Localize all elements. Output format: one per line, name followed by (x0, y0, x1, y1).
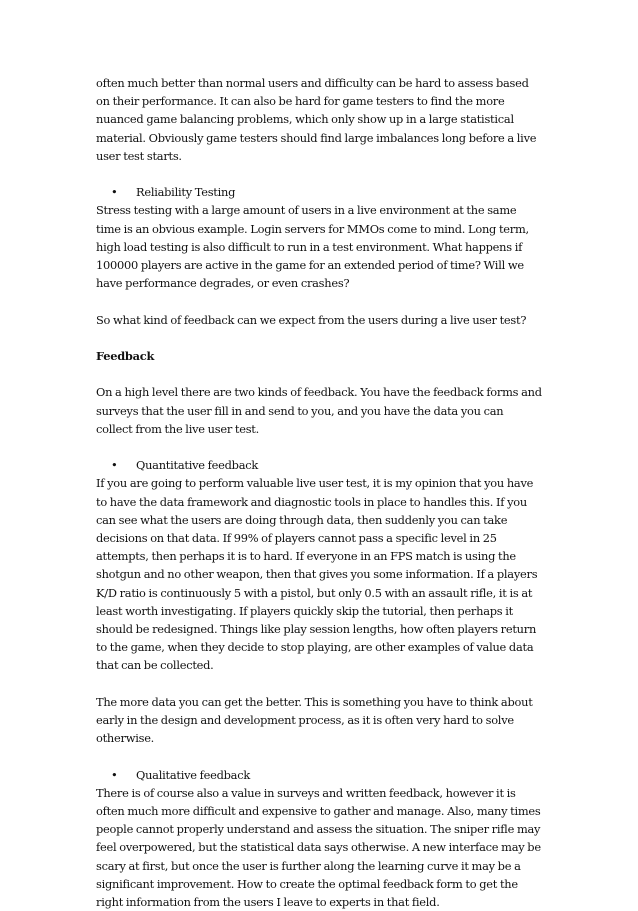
paragraph-intro: often much better than normal users and difficulty can be hard to assess based on their performance. It can also be hard for game testers to find the more nuanced game balancing problems, which only show up in a large statistical material. Obviously game testers should find large imbalances long before a live user test starts. (96, 76, 537, 163)
section-heading-feedback: Feedback (96, 349, 155, 363)
paragraph-quantitative: If you are going to perform valuable live user test, it is my opinion that you have to have the data framework and diagnostic tools in place to handles this. If you can see what the users are doing through data, then suddenly you can take decisions on that data. If 99% of players cannot pass a specific level in 25 attempts, then perhaps it is to hard. If everyone in an FPS match is using the shotgun and no other weapon, then that gives you some information. If a players K/D ratio is continuously 5 with a pistol, but only 0.5 with an assault rifle, it is at least worth investigating. If players quickly skip the tutorial, then perhaps it should be redesigned. Things like play session lengths, how often players return to the game, when they decide to stop playing, are other examples of value data that can be collected. (96, 476, 538, 673)
bullet-item-quantitative (96, 456, 556, 474)
bullet-icon: • (111, 185, 118, 200)
paragraph-question: So what kind of feedback can we expect from the users during a live user test? (96, 312, 527, 327)
document-page (96, 74, 556, 911)
paragraph-more-data: The more data you can get the better. This is something you have to think about early in the design and development process, as it is often very hard to solve otherwise. (96, 694, 533, 746)
bullet-label-quantitative: Quantitative feedback (136, 458, 259, 473)
bullet-item-reliability (96, 183, 556, 201)
bullet-label-qualitative: Qualitative feedback (136, 767, 250, 782)
paragraph-qualitative: There is of course also a value in surveys and written feedback, however it is often much more difficult and expensive to gather and manage. Also, many times people cannot properly understand and assess the situation. The sniper rifle may feel overpowered, but the statistical data says otherwise. A new interface may be scary at first, but once the user is further along the learning curve it may be a significant improvement. How to create the optimal feedback form to get the right information from the users I leave to experts in that field. (96, 785, 541, 910)
paragraph-feedback: On a high level there are two kinds of feedback. You have the feedback forms and surveys that the user fill in and send to you, and you have the data you can collect from the live user test. (96, 385, 542, 436)
bullet-label-reliability: Reliability Testing (136, 185, 236, 200)
bullet-item-qualitative (96, 766, 556, 784)
paragraph-reliability: Stress testing with a large amount of users in a live environment at the same time is an obvious example. Login servers for MMOs come to mind. Long term, high load testing is also difficult to run in a test environment. What happens if 100000 players are active in the game for an extended period of time? Will we have performance degrades, or even crashes? (96, 203, 529, 291)
bullet-icon: • (111, 767, 118, 782)
bullet-icon: • (111, 458, 118, 473)
